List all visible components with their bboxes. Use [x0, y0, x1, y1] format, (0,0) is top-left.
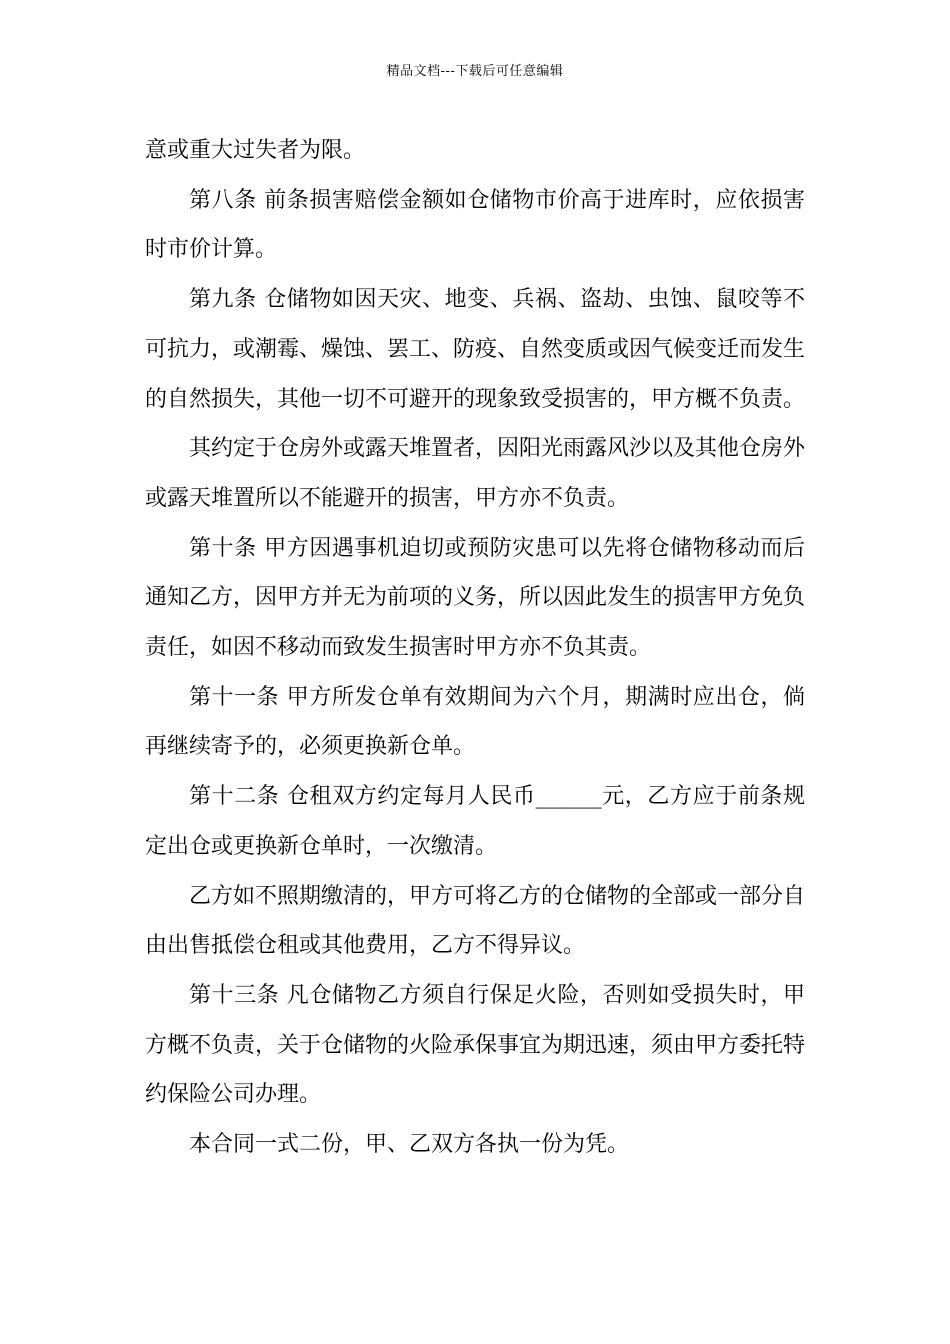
paragraph-continuation: 意或重大过失者为限。 [145, 138, 366, 163]
paragraph-article-9: 第九条 仓储物如因天灾、地变、兵祸、盗劫、虫蚀、鼠咬等不可抗力，或潮霉、燥蚀、罢工、防疫、自然变质或因气候变迁而发生的自然损失，其他一切不可避开的现象致受损害的，甲方概不负责。 [145, 287, 806, 412]
document-body [145, 126, 805, 1170]
page-header: 精品文档---下载后可任意编辑 [386, 64, 564, 79]
paragraph-article-8: 第八条 前条损害赔偿金额如仓储物市价高于进库时，应依损害时市价计算。 [145, 187, 805, 263]
paragraph-copies: 本合同一式二份，甲、乙双方各执一份为凭。 [189, 1132, 630, 1158]
paragraph-article-13: 第十三条 凡仓储物乙方须自行保足火险，否则如受损失时，甲方概不负责，关于仓储物的火险承保事宜为期迅速，须由甲方委托特约保险公司办理。 [145, 982, 806, 1108]
paragraph-outdoor-storage: 其约定于仓房外或露天堆置者，因阳光雨露风沙以及其他仓房外或露天堆置所以不能避开的损害，甲方亦不负责。 [145, 436, 806, 511]
paragraph-late-payment: 乙方如不照期缴清的，甲方可将乙方的仓储物的全部或一部分自由出售抵偿仓租或其他费用，乙方不得异议。 [145, 883, 806, 959]
paragraph-article-10: 第十条 甲方因遇事机迫切或预防灾患可以先将仓储物移动而后通知乙方，因甲方并无为前项的义务，所以因此发生的损害甲方免负责任，如因不移动而致发生损害时甲方亦不负其责。 [145, 535, 806, 661]
paragraph-article-11: 第十一条 甲方所发仓单有效期间为六个月，期满时应出仓，倘再继续寄予的，必须更换新仓单。 [145, 684, 805, 760]
paragraph-article-12: 第十二条 仓租双方约定每月人民币______元，乙方应于前条规定出仓或更换新仓单时，一次缴清。 [145, 784, 805, 859]
